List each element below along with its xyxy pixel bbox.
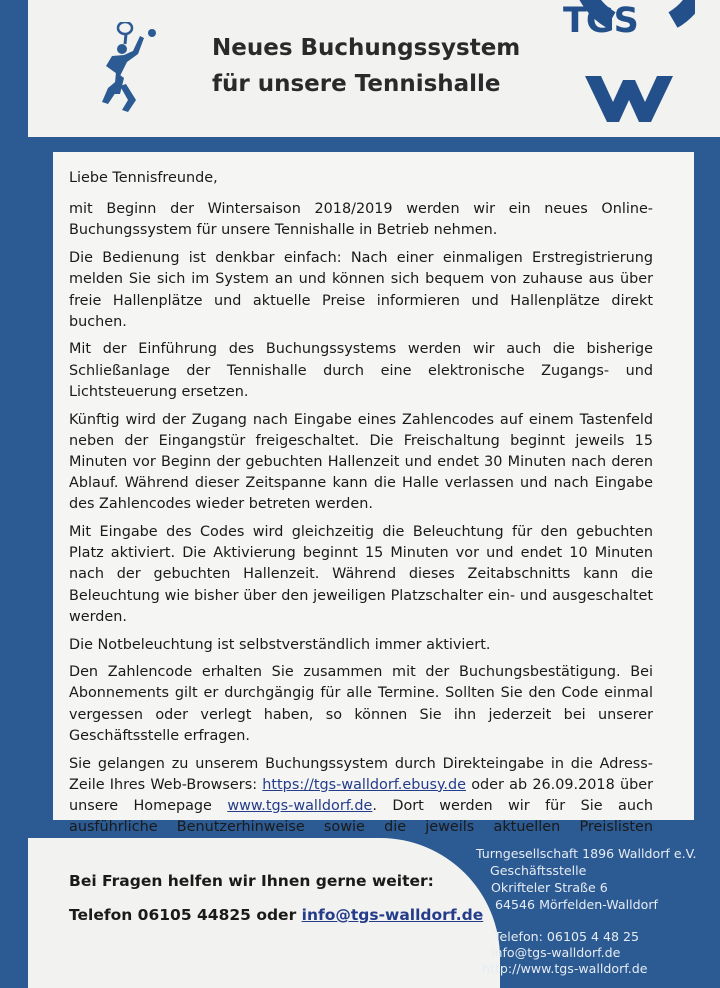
address-city: 64546 Mörfelden-Walldorf	[495, 897, 658, 912]
paragraph-8-part-3: . Dort werden wir für Sie auch ausführliche Benutzerhinweise sowie die jeweils aktuellen Preislisten	[69, 797, 653, 836]
address-email: info@tgs-walldorf.de	[491, 945, 621, 960]
greeting: Liebe Tennisfreunde,	[69, 170, 218, 186]
title-line-1: Neues Buchungssystem	[212, 35, 521, 61]
title-line-2: für unsere Tennishalle	[212, 71, 501, 97]
paragraph-2: Die Bedienung ist denkbar einfach: Nach einer einmaligen Erstregistrierung melden Sie sich im System an und können sich bequem von zuhause aus über freie Hallenplätze und aktuelle Preise informieren und Hallenplätze direkt buchen.	[69, 250, 653, 330]
footer-question: Bei Fragen helfen wir Ihnen gerne weiter:	[69, 872, 434, 890]
footer-phone: Telefon 06105 44825 oder	[69, 906, 302, 924]
homepage-link[interactable]: www.tgs-walldorf.de	[227, 797, 373, 814]
footer-email-link[interactable]: info@tgs-walldorf.de	[301, 906, 484, 924]
paragraph-8-part-1: Sie gelangen zu unserem Buchungssystem durch Direkteingabe in die Adress-Zeile Ihres Web-Browsers:	[69, 755, 653, 793]
address-phone: Telefon: 06105 4 48 25	[494, 929, 640, 944]
paragraph-1: mit Beginn der Wintersaison 2018/2019 werden wir ein neues Online-Buchungssystem für unsere Tennishalle in Betrieb nehmen.	[69, 201, 653, 239]
address-org: Turngesellschaft 1896 Walldorf e.V.	[476, 846, 697, 861]
paragraph-3: Mit der Einführung des Buchungssystems werden wir auch die bisherige Schließanlage der Tennishalle durch eine elektronische Zugangs- und Lichtsteuerung ersetzen.	[69, 341, 653, 400]
letter-body	[69, 168, 653, 866]
paragraph-8-part-2: oder ab 26.09.2018 über unsere Homepage	[69, 776, 653, 814]
address-office: Geschäftsstelle	[490, 863, 587, 878]
page-title	[212, 30, 520, 102]
paragraph-5: Mit Eingabe des Codes wird gleichzeitig die Beleuchtung für den gebuchten Platz aktiviert. Die Aktivierung beginnt 15 Minuten vor und endet 10 Minuten nach der gebuchten Hallenzeit. Während dieses Zeitabschnitts kann die Beleuchtung wie bisher über den jeweiligen Platzschalter ein- und ausgeschaltet werden.	[69, 524, 653, 625]
paragraph-6: Die Notbeleuchtung ist selbstverständlich immer aktiviert.	[69, 636, 491, 653]
tennis-player-icon	[98, 22, 164, 114]
booking-link[interactable]: https://tgs-walldorf.ebusy.de	[262, 776, 466, 793]
paragraph-4: Künftig wird der Zugang nach Eingabe eines Zahlencodes auf einem Tastenfeld neben der Eingangstür freigeschaltet. Die Freischaltung beginnt jeweils 15 Minuten vor Beginn der gebuchten Hallenzeit und endet 30 Minuten nach deren Ablauf. Während dieser Zeitspanne kann die Halle verlassen und nach Eingabe des Zahlencodes wieder betreten werden.	[69, 411, 653, 513]
paragraph-7: Den Zahlencode erhalten Sie zusammen mit der Buchungsbestätigung. Bei Abonnements gilt er durchgängig für alle Termine. Sollten Sie den Code einmal vergessen oder verlegt haben, so können Sie ihn jederzeit bei unserer Geschäftsstelle erfragen.	[69, 664, 653, 744]
footer-contact	[69, 906, 483, 924]
address-web: http://www.tgs-walldorf.de	[482, 961, 648, 976]
logo-text: TGS	[563, 1, 638, 41]
address-street: Okrifteler Straße 6	[491, 880, 608, 895]
